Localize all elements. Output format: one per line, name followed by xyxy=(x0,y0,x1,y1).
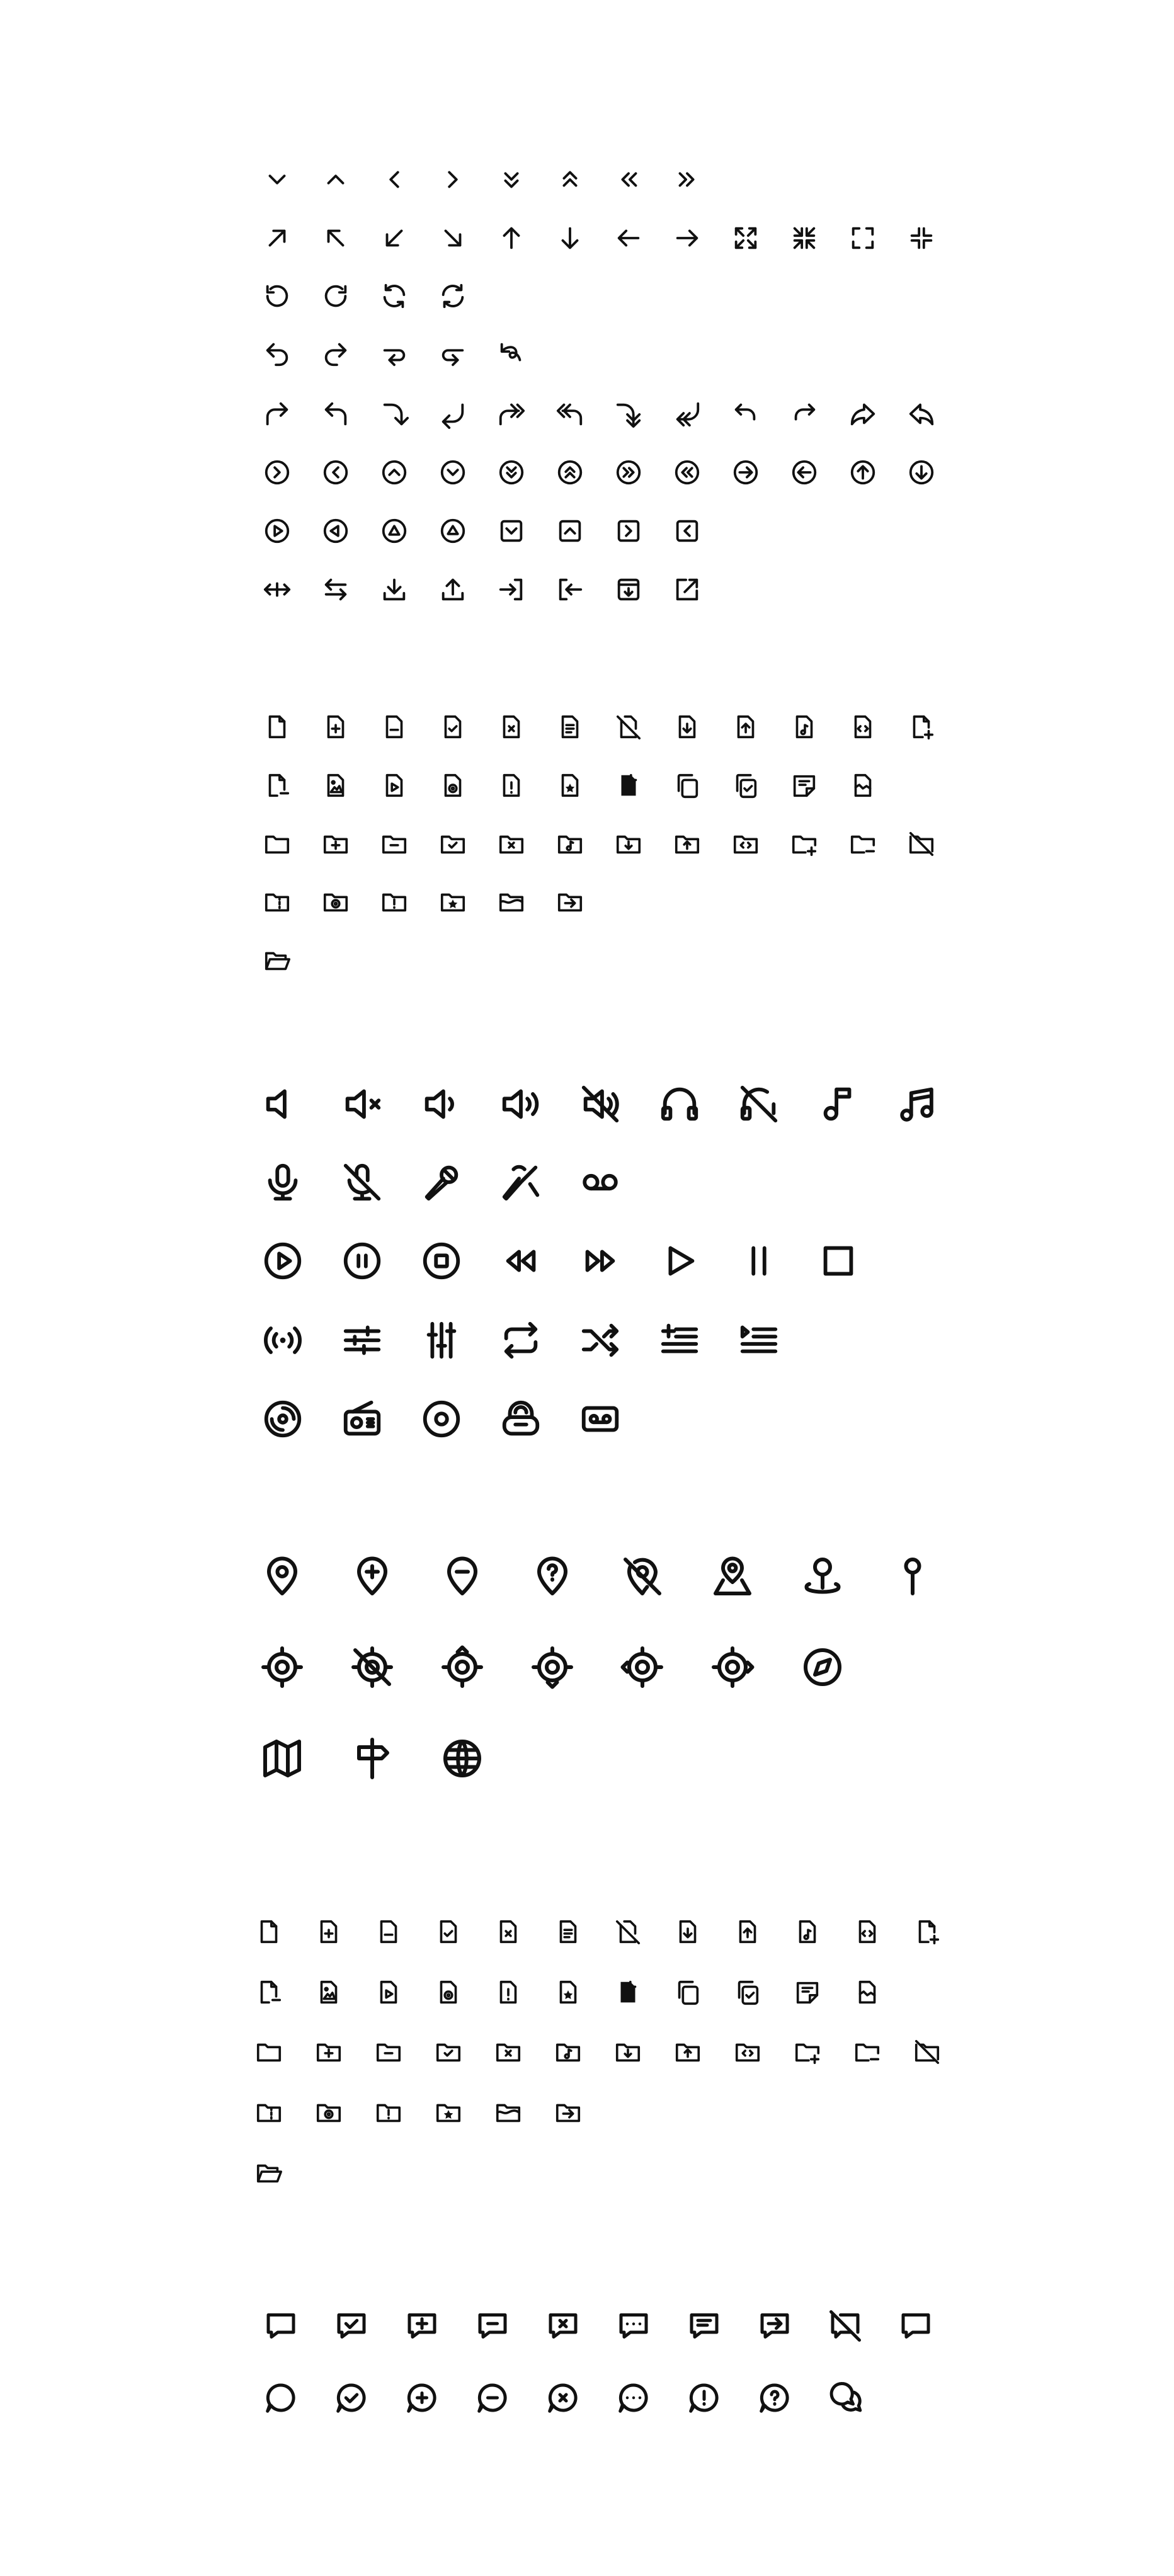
microphone-icon xyxy=(261,1160,305,1204)
message-circle-minus-icon xyxy=(474,2379,511,2417)
file-plus-icon xyxy=(321,713,350,742)
broadcast-icon xyxy=(261,1318,305,1362)
minimize-icon xyxy=(790,224,819,253)
arrow-left-icon xyxy=(614,224,643,253)
message-square-plus-icon xyxy=(403,2307,441,2345)
headphones-off-icon xyxy=(737,1082,781,1126)
arrow-up-right-icon xyxy=(263,224,292,253)
file-image-icon xyxy=(314,1978,343,2007)
folder-minus-icon xyxy=(374,2037,403,2066)
square-chevron-right-icon xyxy=(614,516,643,545)
file-disc-icon xyxy=(434,1978,463,2007)
folder-disc-icon xyxy=(314,2098,343,2127)
maximize-icon xyxy=(731,224,760,253)
curve-left-double-icon xyxy=(673,400,702,429)
square-chevron-up-icon xyxy=(556,516,584,545)
music-note-icon xyxy=(816,1082,860,1126)
radio-icon xyxy=(340,1397,384,1441)
archive-download-icon xyxy=(614,575,643,604)
circle-chevron-down-icon xyxy=(438,458,467,487)
arrows-exchange-icon xyxy=(321,575,350,604)
file-upload-icon xyxy=(733,1918,762,1947)
pause-icon xyxy=(737,1239,781,1283)
reply-all-icon xyxy=(556,400,584,429)
folder-x-icon xyxy=(494,2037,523,2066)
folder-plus-icon xyxy=(314,2037,343,2066)
message-square-text-icon xyxy=(685,2307,723,2345)
file-check-icon xyxy=(438,713,467,742)
folder-wave-icon xyxy=(494,2098,523,2127)
file-off-icon xyxy=(613,1918,642,1947)
microphone-stage-icon xyxy=(419,1160,464,1204)
voicemail-icon xyxy=(578,1160,622,1204)
volume-low-icon xyxy=(419,1082,464,1126)
message-circle-alert-icon xyxy=(685,2379,723,2417)
volume-high-icon xyxy=(499,1082,543,1126)
message-square-empty-icon xyxy=(897,2307,935,2345)
message-circle-icon xyxy=(262,2379,300,2417)
folder-x-icon xyxy=(497,829,526,858)
compass-icon xyxy=(800,1644,845,1690)
locate-right-icon xyxy=(710,1644,755,1690)
folder-zip-icon xyxy=(254,2098,283,2127)
circle-arrow-up-icon xyxy=(848,458,877,487)
login-icon xyxy=(497,575,526,604)
message-circle-question-icon xyxy=(756,2379,794,2417)
file-note-icon xyxy=(790,772,819,801)
circle-stop-icon xyxy=(419,1239,464,1283)
file-text-icon xyxy=(554,1918,583,1947)
folder-upload-icon xyxy=(673,2037,702,2066)
message-circle-plus-icon xyxy=(403,2379,441,2417)
fast-forward-icon xyxy=(578,1239,622,1283)
file-star-icon xyxy=(556,772,584,801)
locate-down-icon xyxy=(530,1644,575,1690)
folder-remove-icon xyxy=(848,829,877,858)
playlist-icon xyxy=(737,1318,781,1362)
circle-chevron-right-icon xyxy=(263,458,292,487)
file-disc-icon xyxy=(438,772,467,801)
return-right-icon xyxy=(380,339,409,368)
undo-arc-icon xyxy=(731,400,760,429)
folder-minus-icon xyxy=(380,829,409,858)
folder-check-icon xyxy=(438,829,467,858)
file-filled-icon xyxy=(613,1978,642,2007)
messages-icon xyxy=(826,2379,864,2417)
forward-icon xyxy=(263,400,292,429)
arrow-up-left-icon xyxy=(321,224,350,253)
map-pin-area-icon xyxy=(710,1554,755,1599)
message-square-off-icon xyxy=(826,2307,864,2345)
return-left-icon xyxy=(438,339,467,368)
file-check-icon xyxy=(434,1918,463,1947)
file-star-icon xyxy=(554,1978,583,2007)
shuffle-icon xyxy=(578,1318,622,1362)
folder-off-icon xyxy=(907,829,936,858)
file-music-icon xyxy=(793,1918,822,1947)
message-square-icon xyxy=(262,2307,300,2345)
circle-arrow-down-icon xyxy=(907,458,936,487)
folder-icon xyxy=(263,829,292,858)
crosshair-icon xyxy=(259,1644,305,1690)
folder-remove-icon xyxy=(853,2037,882,2066)
repeat-icon xyxy=(499,1318,543,1362)
map-pin-icon xyxy=(259,1554,305,1599)
folder-enter-icon xyxy=(556,887,584,916)
circle-arrow-right-icon xyxy=(731,458,760,487)
files-icon xyxy=(673,772,702,801)
external-link-icon xyxy=(673,575,702,604)
sliders-vertical-icon xyxy=(419,1318,464,1362)
folder-wave-icon xyxy=(497,887,526,916)
file-copy-check-icon xyxy=(731,772,760,801)
download-icon xyxy=(380,575,409,604)
folder-off-icon xyxy=(913,2037,942,2066)
fullscreen-icon xyxy=(848,224,877,253)
pin-icon xyxy=(890,1554,935,1599)
file-upload-icon xyxy=(731,713,760,742)
file-note-icon xyxy=(793,1978,822,2007)
circle-back-icon xyxy=(321,516,350,545)
undo-icon xyxy=(263,339,292,368)
folder-music-icon xyxy=(554,2037,583,2066)
circle-chevron-left-icon xyxy=(321,458,350,487)
file-x-icon xyxy=(494,1918,523,1947)
chevron-up-icon xyxy=(321,165,350,194)
file-image-icon xyxy=(321,772,350,801)
refresh-cw-icon xyxy=(438,282,467,311)
message-circle-check-icon xyxy=(333,2379,370,2417)
folder-enter-icon xyxy=(554,2098,583,2127)
file-add-icon xyxy=(907,713,936,742)
stop-icon xyxy=(816,1239,860,1283)
folder-download-icon xyxy=(613,2037,642,2066)
file-chart-icon xyxy=(848,772,877,801)
folder-alert-icon xyxy=(374,2098,403,2127)
file-filled-icon xyxy=(614,772,643,801)
curve-down-double-icon xyxy=(614,400,643,429)
curve-down-left-icon xyxy=(438,400,467,429)
message-circle-dots-icon xyxy=(615,2379,653,2417)
circle-pause-icon xyxy=(340,1239,384,1283)
chevrons-down-icon xyxy=(497,165,526,194)
folder-icon xyxy=(254,2037,283,2066)
share-back-icon xyxy=(907,400,936,429)
message-square-minus-icon xyxy=(474,2307,511,2345)
folder-upload-icon xyxy=(673,829,702,858)
disc-icon xyxy=(419,1397,464,1441)
file-icon xyxy=(254,1918,283,1947)
circle-chevrons-down-icon xyxy=(497,458,526,487)
folder-plus-icon xyxy=(321,829,350,858)
forward-double-icon xyxy=(497,400,526,429)
file-minus-icon xyxy=(374,1918,403,1947)
message-square-enter-icon xyxy=(756,2307,794,2345)
map-pin-stand-icon xyxy=(800,1554,845,1599)
arrow-up-icon xyxy=(497,224,526,253)
folder-star-icon xyxy=(434,2098,463,2127)
chevron-down-icon xyxy=(263,165,292,194)
circle-triangle-up-alt-icon xyxy=(438,516,467,545)
file-off-icon xyxy=(614,713,643,742)
message-circle-x-icon xyxy=(544,2379,582,2417)
file-icon xyxy=(263,713,292,742)
files-icon xyxy=(673,1978,702,2007)
file-copy-check-icon xyxy=(733,1978,762,2007)
file-plus-icon xyxy=(314,1918,343,1947)
chevrons-up-icon xyxy=(556,165,584,194)
file-code-icon xyxy=(848,713,877,742)
locate-left-icon xyxy=(620,1644,665,1690)
map-icon xyxy=(259,1736,305,1781)
headphones-icon xyxy=(658,1082,702,1126)
redo-icon xyxy=(321,339,350,368)
folder-alert-icon xyxy=(380,887,409,916)
arrow-down-icon xyxy=(556,224,584,253)
square-chevron-down-icon xyxy=(497,516,526,545)
vinyl-icon xyxy=(261,1397,305,1441)
circle-triangle-up-icon xyxy=(380,516,409,545)
globe-icon xyxy=(440,1736,485,1781)
arrow-down-left-icon xyxy=(380,224,409,253)
boombox-icon xyxy=(499,1397,543,1441)
folder-check-icon xyxy=(434,2037,463,2066)
circle-arrow-left-icon xyxy=(790,458,819,487)
file-code-icon xyxy=(853,1918,882,1947)
folder-music-icon xyxy=(556,829,584,858)
share-forward-icon xyxy=(848,400,877,429)
upload-icon xyxy=(438,575,467,604)
signpost-icon xyxy=(350,1736,395,1781)
file-music-icon xyxy=(790,713,819,742)
arrow-right-icon xyxy=(673,224,702,253)
playlist-add-icon xyxy=(658,1318,702,1362)
map-pin-plus-icon xyxy=(350,1554,395,1599)
file-minus-icon xyxy=(380,713,409,742)
map-pin-minus-icon xyxy=(440,1554,485,1599)
folder-code-icon xyxy=(733,2037,762,2066)
file-video-icon xyxy=(380,772,409,801)
arrows-horizontal-icon xyxy=(263,575,292,604)
circle-play-icon xyxy=(261,1239,305,1283)
file-alert-icon xyxy=(497,772,526,801)
file-remove-icon xyxy=(254,1978,283,2007)
arrow-down-right-icon xyxy=(438,224,467,253)
chevron-left-icon xyxy=(380,165,409,194)
volume-off-icon xyxy=(578,1082,622,1126)
folder-zip-icon xyxy=(263,887,292,916)
chevrons-right-icon xyxy=(673,165,702,194)
circle-chevron-up-icon xyxy=(380,458,409,487)
loop-back-icon xyxy=(497,339,526,368)
rotate-cw-icon xyxy=(321,282,350,311)
folder-star-icon xyxy=(438,887,467,916)
message-square-x-icon xyxy=(544,2307,582,2345)
logout-icon xyxy=(556,575,584,604)
speaker-icon xyxy=(261,1082,305,1126)
circle-play-icon xyxy=(263,516,292,545)
crosshair-off-icon xyxy=(350,1644,395,1690)
file-x-icon xyxy=(497,713,526,742)
file-download-icon xyxy=(673,1918,702,1947)
curve-down-right-icon xyxy=(380,400,409,429)
map-pin-off-icon xyxy=(620,1554,665,1599)
map-pin-question-icon xyxy=(530,1554,575,1599)
microphone-stage-off-icon xyxy=(499,1160,543,1204)
microphone-off-icon xyxy=(340,1160,384,1204)
chevron-right-icon xyxy=(438,165,467,194)
refresh-ccw-icon xyxy=(380,282,409,311)
file-remove-icon xyxy=(263,772,292,801)
folder-add-icon xyxy=(790,829,819,858)
music-notes-icon xyxy=(896,1082,940,1126)
file-alert-icon xyxy=(494,1978,523,2007)
rewind-icon xyxy=(499,1239,543,1283)
chevrons-left-icon xyxy=(614,165,643,194)
file-text-icon xyxy=(556,713,584,742)
cassette-icon xyxy=(578,1397,622,1441)
locate-up-icon xyxy=(440,1644,485,1690)
file-download-icon xyxy=(673,713,702,742)
circle-chevrons-up-icon xyxy=(556,458,584,487)
folder-code-icon xyxy=(731,829,760,858)
exit-fullscreen-icon xyxy=(907,224,936,253)
file-add-icon xyxy=(913,1918,942,1947)
redo-arc-icon xyxy=(790,400,819,429)
square-chevron-left-icon xyxy=(673,516,702,545)
folder-disc-icon xyxy=(321,887,350,916)
folder-add-icon xyxy=(793,2037,822,2066)
file-chart-icon xyxy=(853,1978,882,2007)
folder-open-icon xyxy=(254,2158,283,2187)
circle-chevrons-right-icon xyxy=(614,458,643,487)
sliders-horizontal-icon xyxy=(340,1318,384,1362)
message-square-dots-icon xyxy=(615,2307,653,2345)
file-video-icon xyxy=(374,1978,403,2007)
circle-chevrons-left-icon xyxy=(673,458,702,487)
message-square-check-icon xyxy=(333,2307,370,2345)
folder-download-icon xyxy=(614,829,643,858)
rotate-ccw-icon xyxy=(263,282,292,311)
play-icon xyxy=(658,1239,702,1283)
reply-icon xyxy=(321,400,350,429)
volume-x-icon xyxy=(340,1082,384,1126)
folder-open-icon xyxy=(263,946,292,975)
